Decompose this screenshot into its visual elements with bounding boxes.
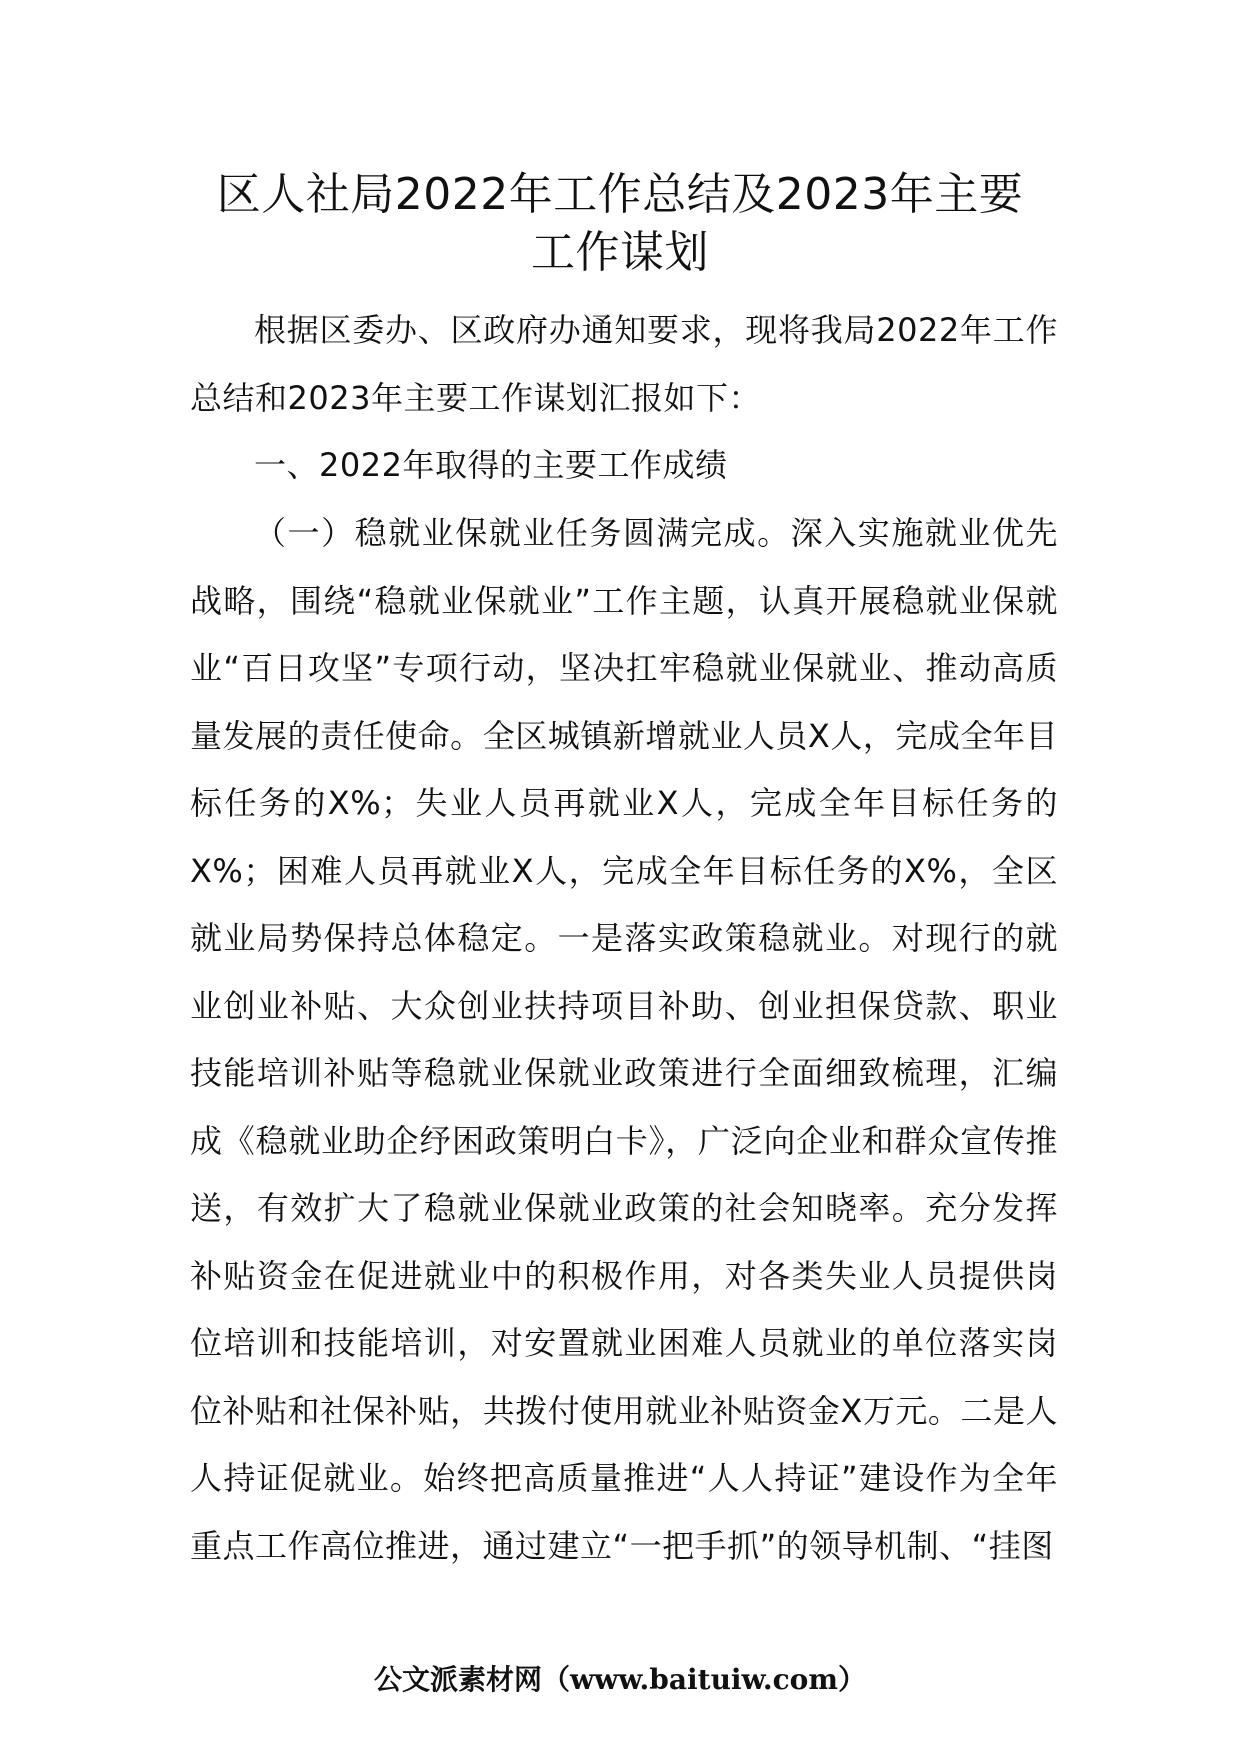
section-heading-1: 一、2022年取得的主要工作成绩 <box>254 446 728 484</box>
intro-paragraph: 根据区委办、区政府办通知要求，现将我局2022年工作总结和2023年主要工作谋划汇报如下： <box>190 311 1058 417</box>
title-line-1: 区人社局2022年工作总结及2023年主要 <box>216 169 1024 220</box>
document-title <box>150 166 1090 282</box>
footer-watermark: 公文派素材网（www.baituiw.com） <box>374 1663 866 1696</box>
title-line-2: 工作谋划 <box>531 227 709 278</box>
body-paragraph-1: （一）稳就业保就业任务圆满完成。深入实施就业优先战略，围绕“稳就业保就业”工作主题，认真开展稳就业保就业“百日攻坚”专项行动，坚决扛牢稳就业保就业、推动高质量发展的责任使命。全区城镇新增就业人员X人，完成全年目标任务的X%；失业人员再就业X人，完成全年目标任务的X%；困难人员再就业X人，完成全年目标任务的X%，全区就业局势保持总体稳定。一是落实政策稳就业。对现行的就业创业补贴、大众创业扶持项目补助、创业担保贷款、职业技能培训补贴等稳就业保就业政策进行全面细致梳理，汇编成《稳就业助企纾困政策明白卡》，广泛向企业和群众宣传推送，有效扩大了稳就业保就业政策的社会知晓率。充分发挥补贴资金在促进就业中的积极作用，对各类失业人员提供岗位培训和技能培训，对安置就业困难人员就业的单位落实岗位补贴和社保补贴，共拨付使用就业补贴资金X万元。二是人人持证促就业。始终把高质量推进“人人持证”建设作为全年重点工作高位推进，通过建立“一把手抓”的领导机制、“挂图 <box>190 514 1058 1565</box>
